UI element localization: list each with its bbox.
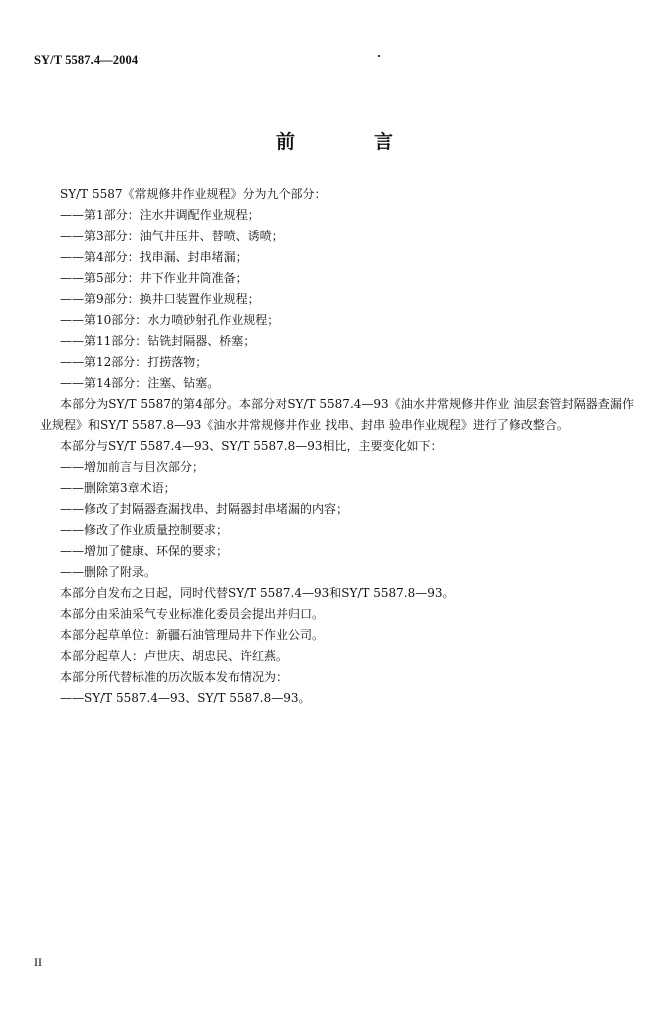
statement-line: 本部分起草人：卢世庆、胡忠民、许红燕。 — [60, 649, 289, 663]
change-item: ——修改了封隔器查漏找串、封隔器封串堵漏的内容； — [60, 502, 349, 516]
part-item: ——第4部分：找串漏、封串堵漏； — [60, 250, 248, 264]
part-item: ——第12部分：打捞落物； — [60, 355, 208, 369]
part-item: ——第5部分：井下作业井筒准备； — [60, 271, 248, 285]
part-item: ——第10部分：水力喷砂射孔作业规程； — [60, 313, 280, 327]
change-item: ——修改了作业质量控制要求； — [60, 523, 229, 537]
foreword-body — [40, 184, 634, 709]
document-code-header: SY/T 5587.4—2004 — [34, 53, 139, 67]
statement-line: 本部分所代替标准的历次版本发布情况为： — [60, 670, 289, 684]
compare-line: 本部分与SY/T 5587.4—93、SY/T 5587.8—93相比，主要变化如下： — [60, 439, 443, 453]
part-item: ——第3部分：油气井压井、替喷、诱喷； — [60, 229, 284, 243]
scan-speck — [378, 55, 380, 57]
change-item: ——删除第3章术语； — [60, 481, 176, 495]
statement-line: 本部分由采油采气专业标准化委员会提出并归口。 — [60, 607, 325, 621]
part-item: ——第14部分：注塞、钻塞。 — [60, 376, 220, 390]
page-number: II — [34, 955, 42, 969]
change-item: ——删除了附录。 — [60, 565, 157, 579]
part-item: ——第1部分：注水井调配作业规程； — [60, 208, 260, 222]
history-item: ——SY/T 5587.4—93、SY/T 5587.8—93。 — [60, 691, 311, 705]
part-item: ——第9部分：换井口装置作业规程； — [60, 292, 260, 306]
merge-paragraph: 本部分为SY/T 5587的第4部分。本部分对SY/T 5587.4—93《油水井常规修井作业 油层套管封隔器查漏作业规程》和SY/T 5587.8—93《油水井常规修井作业 找串、封串 验串作业规程》进行了修改整合。 — [40, 397, 634, 432]
part-item: ——第11部分：钻铣封隔器、桥塞； — [60, 334, 256, 348]
page-title: 前 言 — [275, 131, 423, 153]
statement-line: 本部分自发布之日起，同时代替SY/T 5587.4—93和SY/T 5587.8—93。 — [60, 586, 455, 600]
statement-line: 本部分起草单位：新疆石油管理局井下作业公司。 — [60, 628, 325, 642]
change-item: ——增加前言与目次部分； — [60, 460, 205, 474]
change-item: ——增加了健康、环保的要求； — [60, 544, 229, 558]
intro-line: SY/T 5587《常规修井作业规程》分为九个部分： — [60, 187, 327, 201]
